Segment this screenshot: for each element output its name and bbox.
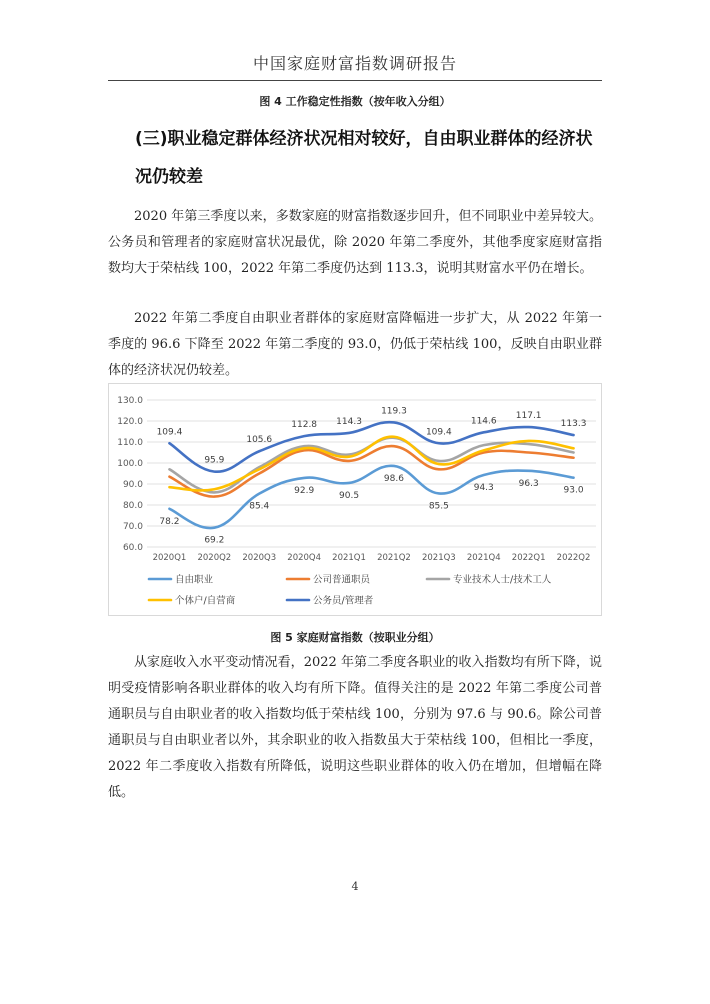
- paragraph-2: 2022 年第二季度自由职业者群体的家庭财富降幅进一步扩大，从 2022 年第一季度的 96.6 下降至 2022 年第二季度的 93.0，仍低于荣枯线 100，反映自由职业群体的经济状况仍较差。: [108, 311, 602, 378]
- x-tick-label: 2021Q2: [377, 553, 411, 563]
- figure-5-caption: 图 5 家庭财富指数（按职业分组）: [270, 631, 440, 644]
- data-label: 78.2: [159, 516, 180, 527]
- legend-label: 公司普通职员: [313, 574, 371, 586]
- data-label: 98.6: [383, 473, 404, 484]
- chart-svg: [109, 384, 603, 617]
- header-divider: [108, 80, 602, 81]
- data-label: 69.2: [204, 535, 225, 546]
- x-tick-label: 2022Q1: [511, 553, 546, 563]
- y-tick-label: 70.0: [122, 522, 143, 532]
- y-tick-label: 60.0: [122, 543, 143, 553]
- data-label: 95.9: [204, 455, 225, 466]
- wealth-index-chart: [108, 383, 602, 616]
- y-tick-label: 80.0: [122, 501, 143, 511]
- legend-label: 专业技术人士/技术工人: [453, 574, 552, 586]
- x-tick-label: 2021Q3: [421, 553, 456, 563]
- data-label: 114.3: [336, 416, 362, 427]
- data-label: 85.4: [249, 501, 270, 512]
- y-tick-label: 100.0: [117, 459, 143, 469]
- y-tick-label: 90.0: [122, 480, 143, 490]
- page-header-title: 中国家庭财富指数调研报告: [252, 54, 457, 73]
- data-label: 105.6: [246, 435, 273, 446]
- data-label: 117.1: [515, 411, 542, 422]
- series-line: [169, 437, 573, 491]
- x-tick-label: 2020Q3: [242, 553, 277, 563]
- data-label: 113.3: [560, 419, 587, 430]
- data-label: 90.5: [339, 490, 360, 501]
- x-tick-label: 2020Q2: [197, 553, 232, 563]
- data-label: 85.5: [428, 501, 449, 512]
- figure-4-caption: 图 4 工作稳定性指数（按年收入分组）: [259, 95, 451, 108]
- data-label: 114.6: [470, 416, 497, 427]
- data-label: 119.3: [381, 406, 407, 417]
- legend-label: 公务员/管理者: [313, 595, 374, 607]
- series-line: [169, 466, 573, 528]
- data-label: 109.4: [156, 427, 183, 438]
- section-title: (三)职业稳定群体经济状况相对较好，自由职业群体的经济状况仍较差: [135, 129, 593, 187]
- y-tick-label: 130.0: [117, 396, 143, 406]
- series-line: [169, 422, 573, 472]
- y-tick-label: 120.0: [117, 417, 143, 427]
- data-label: 109.4: [425, 427, 452, 438]
- x-tick-label: 2021Q4: [466, 553, 501, 563]
- paragraph-3: 从家庭收入水平变动情况看，2022 年第二季度各职业的收入指数均有所下降，说明受疫情影响各职业群体的收入均有所下降。值得关注的是 2022 年第二季度公司普通职员与自由职业者的收入指数均低于荣枯线 100，分别为 97.6 与 90.6。除公司普通职员与自由职业者以外，其余职业的收入指数虽大于荣枯线 100，但相比一季度，2022 年二季度收入指数有所降低，说明这些职业群体的收入仍在增加，但增幅在降低。: [108, 655, 602, 800]
- data-label: 112.8: [291, 420, 318, 431]
- data-label: 93.0: [563, 485, 584, 496]
- paragraph-1: 2020 年第三季度以来，多数家庭的财富指数逐步回升，但不同职业中差异较大。公务员和管理者的家庭财富状况最优，除 2020 年第二季度外，其他季度家庭财富指数均大于荣枯线 100，2022 年第二季度仍达到 113.3，说明其财富水平仍在增长。: [108, 209, 602, 276]
- x-tick-label: 2020Q4: [287, 553, 322, 563]
- data-label: 92.9: [294, 485, 315, 496]
- legend-label: 个体户/自营商: [175, 595, 236, 607]
- x-tick-label: 2022Q2: [556, 553, 591, 563]
- x-tick-label: 2020Q1: [152, 553, 187, 563]
- legend-label: 自由职业: [175, 574, 214, 586]
- page-number: 4: [351, 880, 359, 893]
- x-tick-label: 2021Q1: [332, 553, 366, 563]
- y-tick-label: 110.0: [117, 438, 143, 448]
- data-label: 94.3: [473, 482, 494, 493]
- data-label: 96.3: [518, 478, 539, 489]
